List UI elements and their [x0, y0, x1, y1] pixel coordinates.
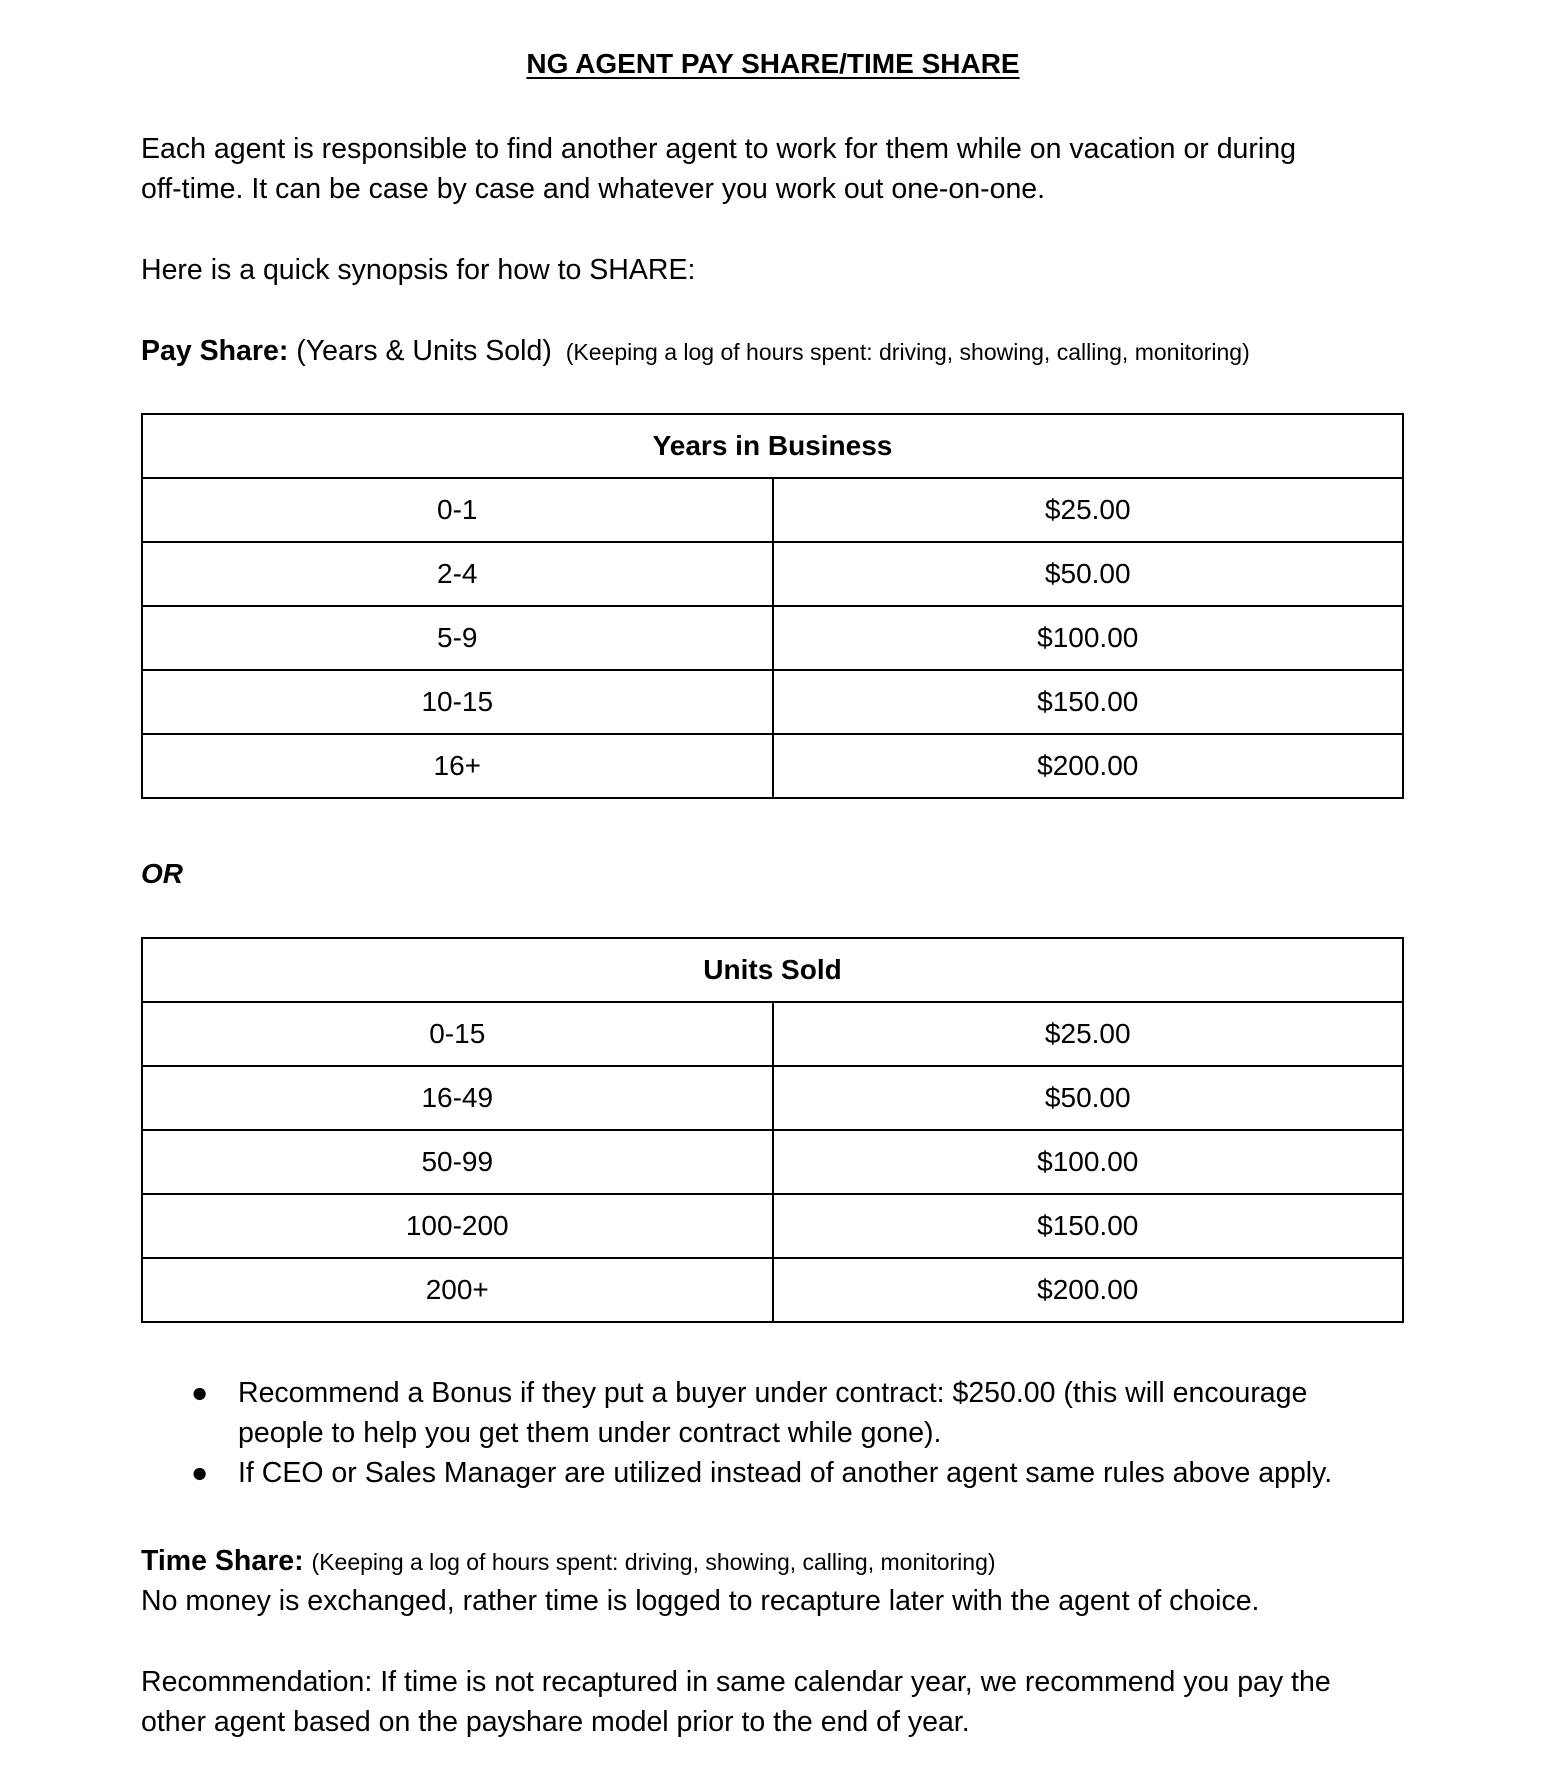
years-pay: $25.00 — [773, 478, 1404, 542]
bullet-icon: ● — [191, 1377, 209, 1409]
table-row — [142, 1002, 1403, 1066]
time-share-label: Time Share: — [141, 1545, 304, 1577]
recommendation-line-1: Recommendation: If time is not recaptured in same calendar year, we recommend you pay the — [141, 1666, 1331, 1698]
table-row — [142, 670, 1403, 734]
years-pay: $200.00 — [773, 734, 1404, 798]
units-range: 16-49 — [142, 1066, 773, 1130]
time-share-heading — [141, 1541, 996, 1582]
years-range: 0-1 — [142, 478, 773, 542]
bullet-line: If CEO or Sales Manager are utilized instead of another agent same rules above apply. — [238, 1457, 1333, 1489]
table-row — [142, 1130, 1403, 1194]
recommendations-list — [141, 1373, 1441, 1493]
pay-share-subtitle: (Years & Units Sold) — [296, 335, 552, 367]
years-range: 2-4 — [142, 542, 773, 606]
years-table-header: Years in Business — [142, 414, 1403, 478]
table-row — [142, 734, 1403, 798]
years-range: 16+ — [142, 734, 773, 798]
units-sold-table — [141, 937, 1404, 1323]
units-range: 200+ — [142, 1258, 773, 1322]
time-share-note: (Keeping a log of hours spent: driving, showing, calling, monitoring) — [311, 1549, 996, 1575]
bullet-line: Recommend a Bonus if they put a buyer under contract: $250.00 (this will encourage — [238, 1377, 1308, 1409]
or-separator: OR — [141, 858, 183, 889]
table-row — [142, 478, 1403, 542]
table-header-row — [142, 938, 1403, 1002]
synopsis-text: Here is a quick synopsis for how to SHARE: — [141, 254, 696, 286]
intro-line-2: off-time. It can be case by case and whatever you work out one-on-one. — [141, 173, 1046, 205]
document-title-text: NG AGENT PAY SHARE/TIME SHARE — [526, 48, 1020, 79]
bullet-line: people to help you get them under contract while gone). — [238, 1417, 942, 1449]
table-header-row — [142, 414, 1403, 478]
years-pay: $50.00 — [773, 542, 1404, 606]
units-pay: $200.00 — [773, 1258, 1404, 1322]
pay-share-label: Pay Share: — [141, 335, 289, 367]
units-range: 50-99 — [142, 1130, 773, 1194]
units-range: 0-15 — [142, 1002, 773, 1066]
units-pay: $25.00 — [773, 1002, 1404, 1066]
time-share-body: No money is exchanged, rather time is logged to recapture later with the agent of choice. — [141, 1585, 1260, 1617]
years-pay: $150.00 — [773, 670, 1404, 734]
intro-line-1: Each agent is responsible to find another agent to work for them while on vacation or during — [141, 133, 1296, 165]
list-item — [141, 1453, 1441, 1493]
years-range: 10-15 — [142, 670, 773, 734]
pay-share-heading — [141, 331, 1250, 372]
list-item — [141, 1373, 1441, 1453]
table-row — [142, 1194, 1403, 1258]
years-range: 5-9 — [142, 606, 773, 670]
units-pay: $150.00 — [773, 1194, 1404, 1258]
units-range: 100-200 — [142, 1194, 773, 1258]
document-title — [0, 48, 1546, 80]
table-row — [142, 542, 1403, 606]
table-row — [142, 1258, 1403, 1322]
years-pay: $100.00 — [773, 606, 1404, 670]
table-row — [142, 606, 1403, 670]
units-pay: $50.00 — [773, 1066, 1404, 1130]
units-table-header: Units Sold — [142, 938, 1403, 1002]
bullet-icon: ● — [191, 1457, 209, 1489]
recommendation-line-2: other agent based on the payshare model prior to the end of year. — [141, 1706, 970, 1738]
years-in-business-table — [141, 413, 1404, 799]
pay-share-note: (Keeping a log of hours spent: driving, showing, calling, monitoring) — [565, 339, 1250, 365]
units-pay: $100.00 — [773, 1130, 1404, 1194]
table-row — [142, 1066, 1403, 1130]
